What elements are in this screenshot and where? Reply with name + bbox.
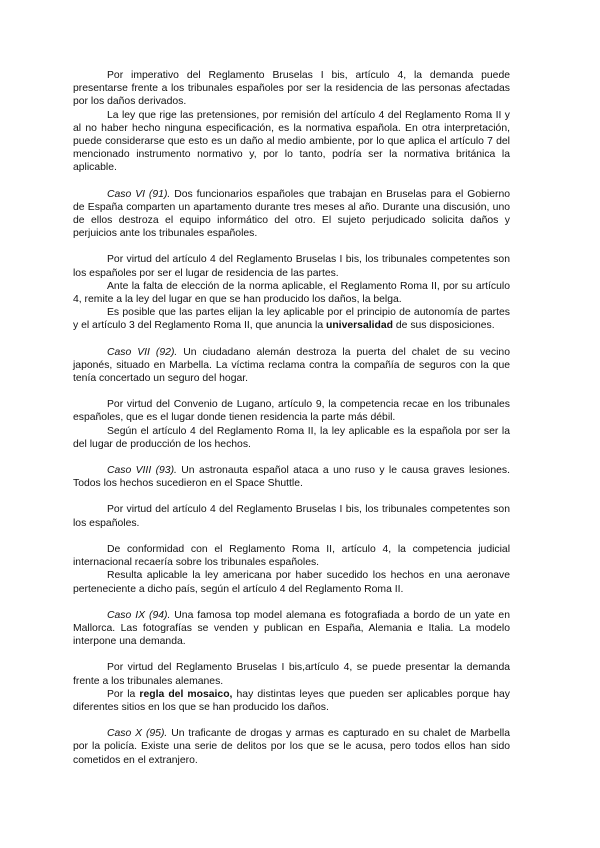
paragraph: De conformidad con el Reglamento Roma II, artículo 4, la competencia judicial internacional recaería sobre los tribunales españoles. [73,543,510,569]
paragraph: Ante la falta de elección de la norma aplicable, el Reglamento Roma II, por su artículo 4, remite a la ley del lugar en que se han producido los daños, la belga. [73,280,510,306]
case-text: Dos funcionarios españoles que trabajan en Bruselas para el Gobierno de España comparten un apartamento durante tres meses al año. Durante una discusión, uno de ellos destroza el equipo informático del otro. El sujeto perjudicado solicita daños y perjuicios ante los tribunales españoles. [73,188,510,240]
paragraph-text: de sus disposiciones. [392,320,495,332]
paragraph: Según el artículo 4 del Reglamento Roma II, la ley aplicable es la española por ser la del lugar de producción de los hechos. [73,425,510,450]
case-label: Caso VII (92). [107,346,178,358]
case-paragraph [73,346,510,386]
paragraph: Por virtud del Reglamento Bruselas I bis,artículo 4, se puede presentar la demanda frente a los tribunales alemanes. [73,662,510,687]
case-label: Caso X (95). [107,728,168,740]
case-text: Un traficante de drogas y armas es capturado en su chalet de Marbella por la policía. Existe una serie de delitos por los que se le acusa, pero todos ellos han sido cometidos en el extranjero. [73,728,511,766]
paragraph-text: Por la [107,688,140,700]
paragraph: La ley que rige las pretensiones, por remisión del artículo 4 del Reglamento Roma II y al no haber hecho ninguna especificación, es la normativa española. En otra interpretación, puede considerarse que esto es un daño al medio ambiente, por lo que aplica el artículo 7 del mencionado instrumento normativo y, por lo tanto, podría ser la normativa británica la aplicable. [73,109,510,174]
case-label: Caso VIII (93). [107,465,177,477]
case-paragraph [73,464,510,490]
case-label: Caso VI (91). [107,188,171,200]
case-label: Caso IX (94). [107,609,171,621]
case-paragraph [73,188,510,241]
bold-term: universalidad [325,320,393,332]
paragraph: Por virtud del artículo 4 del Reglamento Bruselas I bis, los tribunales competentes son los españoles. [73,504,510,529]
case-paragraph [73,727,510,767]
paragraph: Por virtud del Convenio de Lugano, artículo 9, la competencia recae en los tribunales españoles, que es el lugar donde tienen residencia la parte más débil. [73,399,510,424]
paragraph-text: hay distintas leyes que pueden ser aplicables porque hay diferentes sitios en los que se han producido los daños. [73,688,510,713]
paragraph: Por imperativo del Reglamento Bruselas I bis, artículo 4, la demanda puede presentarse frente a los tribunales españoles por ser la residencia de las personas afectadas por los daños derivados. [73,70,510,108]
paragraph [73,688,510,714]
case-text: Un astronauta español ataca a uno ruso y le causa graves lesiones. Todos los hechos sucedieron en el Space Shuttle. [73,465,510,490]
paragraph: Resulta aplicable la ley americana por haber sucedido los hechos en una aeronave perteneciente a dicho país, según el artículo 4 del Reglamento Roma II. [73,570,510,595]
case-text: Una famosa top model alemana es fotografiada a bordo de un yate en Mallorca. Las fotografías se venden y publican en España, Alemania e Italia. La modelo interpone una demanda. [73,609,510,648]
case-paragraph [73,609,510,649]
paragraph-text: Es posible que las partes elijan la ley aplicable por el principio de autonomía de partes y el artículo 3 del Reglamento Roma II, que anuncia la [73,307,510,332]
paragraph [73,306,510,332]
bold-term: regla del mosaico, [139,688,233,700]
paragraph: Por virtud del artículo 4 del Reglamento Bruselas I bis, los tribunales competentes son los españoles por ser el lugar de residencia de las partes. [73,254,510,279]
case-text: Un ciudadano alemán destroza la puerta del chalet de su vecino japonés, situado en Marbella. La víctima reclama contra la compañía de seguros con la que tenía concertado un seguro del hogar. [73,346,510,385]
